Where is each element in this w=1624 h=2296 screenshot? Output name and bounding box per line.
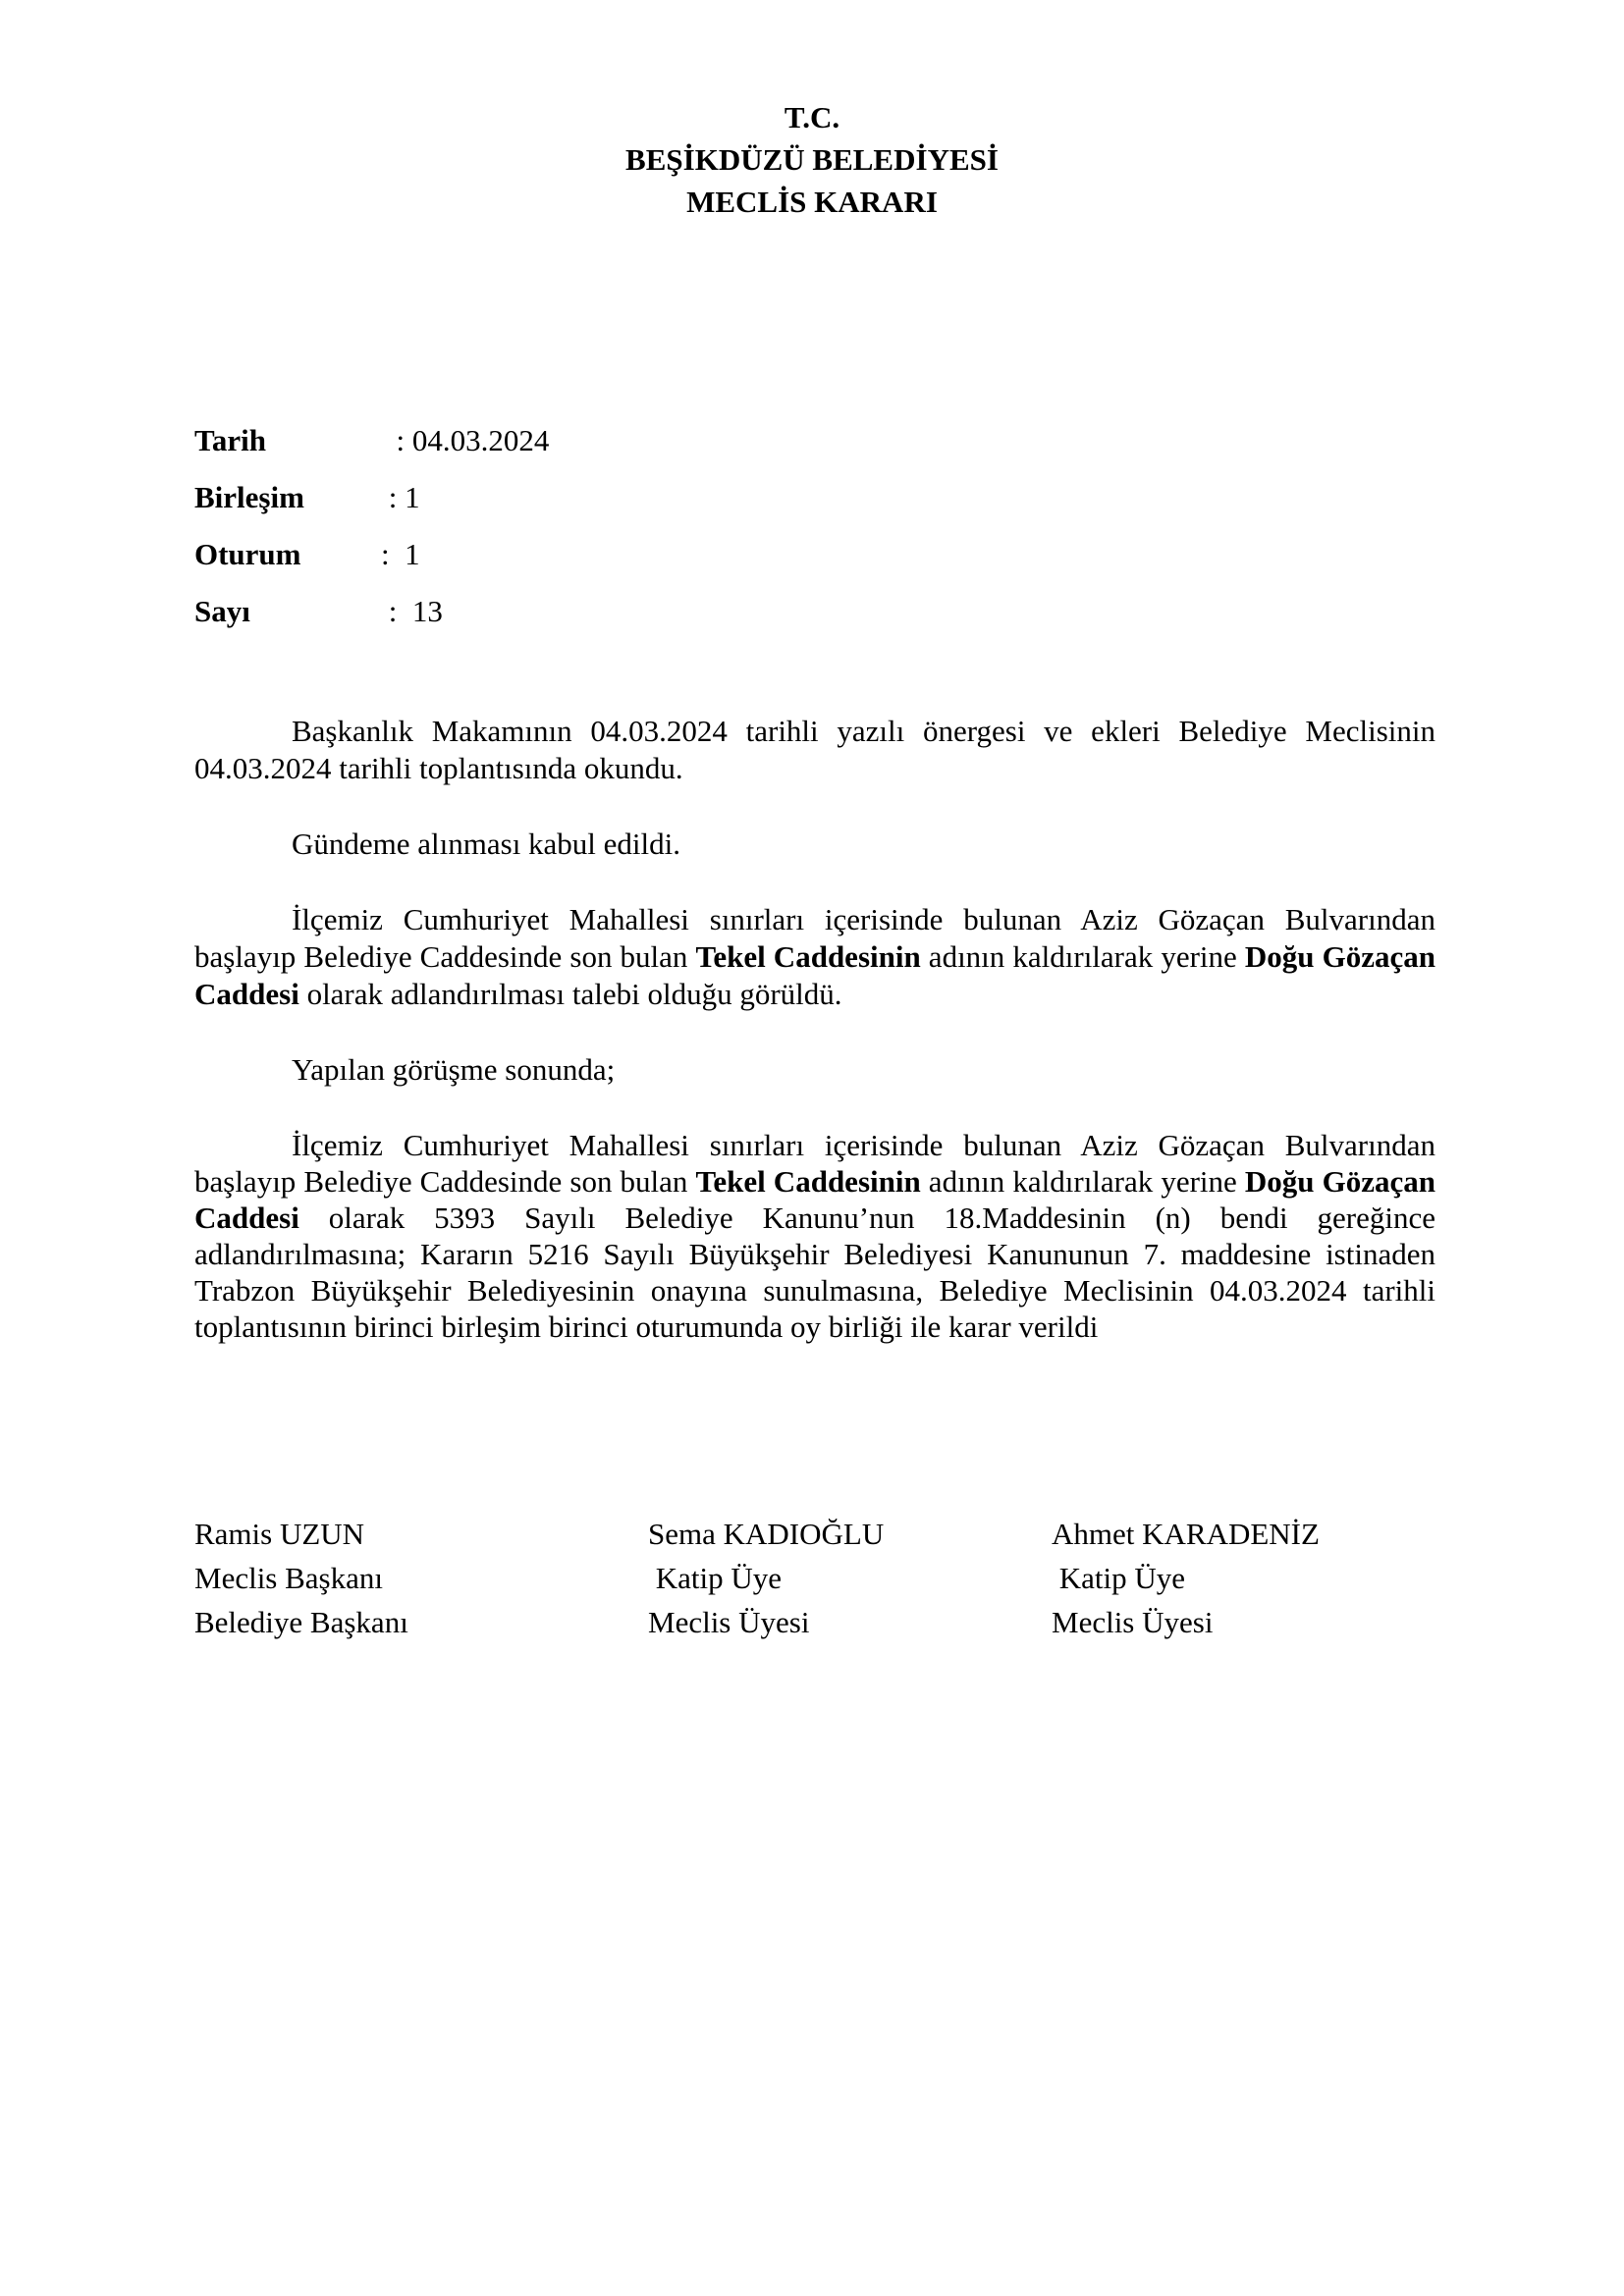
signer-title: Meclis Üyesi <box>1052 1605 1214 1639</box>
paragraph-reading: Başkanlık Makamının 04.03.2024 tarihli yazılı önergesi ve ekleri Belediye Meclisinin 04.03.2024 tarihli toplantısında okundu. <box>194 714 1435 785</box>
meta-row-session <box>194 469 549 526</box>
header-decision-title: MECLİS KARARI <box>686 185 938 219</box>
meta-value: : 1 <box>381 480 420 514</box>
text-span: olarak 5393 Sayılı Belediye Kanunu’nun 18.Maddesinin (n) bendi gereğince adlandırılmasına; Kararın 5216 Sayılı Büyükşehir Belediyesi Kanununun 7. maddesine istinaden Trabzon Büyükşehir Belediyesinin onayına sunulmasına, Belediye Meclisinin 04.03.2024 tarihli toplantısının birinci birleşim birinci oturumunda oy birliği ile karar verildi <box>194 1201 1435 1344</box>
signer-name: Ahmet KARADENİZ <box>1052 1517 1320 1551</box>
header-municipality: BEŞİKDÜZÜ BELEDİYESİ <box>625 142 999 177</box>
signer-name: Ramis UZUN <box>194 1517 365 1551</box>
meta-row-sitting <box>194 526 549 583</box>
meta-label: Oturum <box>194 537 301 571</box>
text-span: adının kaldırılarak yerine <box>920 939 1245 974</box>
text-span: olarak adlandırılması talebi olduğu görüldü. <box>298 977 842 1011</box>
old-street-name: Tekel Caddesinin <box>695 939 921 974</box>
old-street-name: Tekel Caddesinin <box>695 1164 921 1199</box>
meta-row-date <box>194 412 549 469</box>
signer-role: Meclis Başkanı <box>194 1561 383 1595</box>
signer-title: Belediye Başkanı <box>194 1605 408 1639</box>
new-street-name: Doğu Gözaçan Caddesi <box>194 1164 1435 1235</box>
signer-role: Katip Üye <box>648 1561 783 1595</box>
signature-president <box>194 1512 408 1644</box>
meta-value: : 04.03.2024 <box>381 423 550 457</box>
paragraph-decision <box>194 1127 1435 1345</box>
header-tc: T.C. <box>784 100 840 134</box>
signature-clerk-2 <box>1052 1512 1320 1644</box>
signature-clerk-1 <box>648 1512 884 1644</box>
new-street-name: Doğu Gözaçan Caddesi <box>194 939 1435 1011</box>
paragraph-agenda: Gündeme alınması kabul edildi. <box>292 827 681 861</box>
meta-row-number <box>194 583 549 640</box>
signer-role: Katip Üye <box>1052 1561 1186 1595</box>
text-span: İlçemiz Cumhuriyet Mahallesi sınırları içerisinde bulunan Aziz Gözaçan Bulvarından başlayıp Belediye Caddesinde son bulan <box>194 902 1435 974</box>
signer-title: Meclis Üyesi <box>648 1605 810 1639</box>
meta-label: Sayı <box>194 594 250 628</box>
paragraph-request <box>194 901 1435 1013</box>
meta-value: : 1 <box>381 537 420 571</box>
meta-value: : 13 <box>381 594 443 628</box>
document-header <box>0 96 1624 223</box>
decision-meta <box>194 412 549 640</box>
signer-name: Sema KADIOĞLU <box>648 1517 885 1551</box>
paragraph-discussion: Yapılan görüşme sonunda; <box>292 1052 616 1087</box>
meta-label: Birleşim <box>194 480 304 514</box>
meta-label: Tarih <box>194 423 266 457</box>
text-span: adının kaldırılarak yerine <box>920 1164 1245 1199</box>
decision-body <box>194 713 1435 1383</box>
text-span: İlçemiz Cumhuriyet Mahallesi sınırları içerisinde bulunan Aziz Gözaçan Bulvarından başlayıp Belediye Caddesinde son bulan <box>194 1128 1435 1199</box>
